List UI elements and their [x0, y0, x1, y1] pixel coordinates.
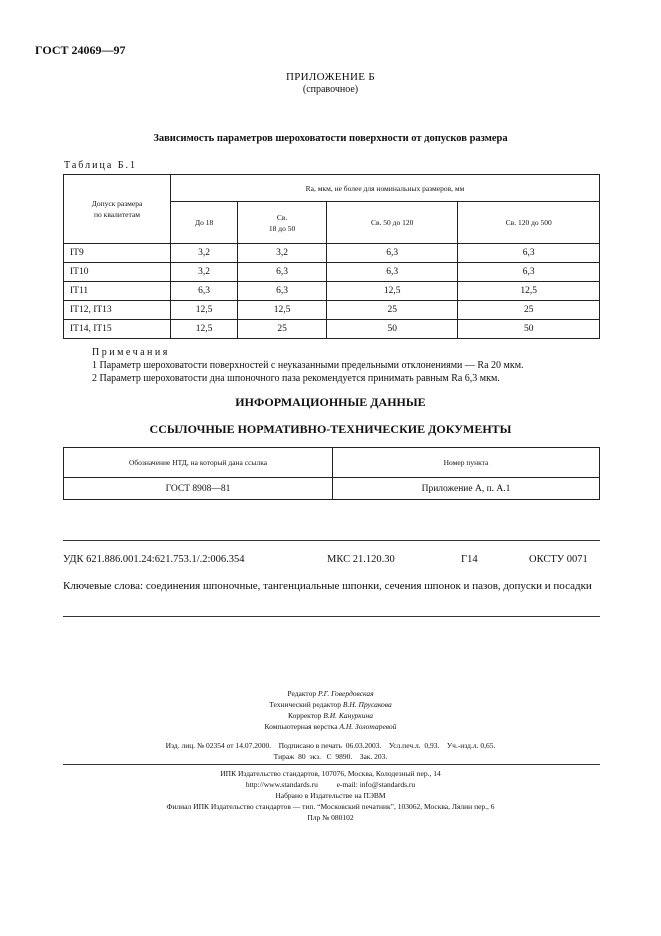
imprint-editor [0, 688, 661, 699]
imprint-license: Изд. лиц. № 02354 от 14.07.2000. Подписано в печать 06.03.2003. Усл.печ.л. 0,93. Уч.-изд.л. 0,65. [165, 741, 496, 750]
row-label: IT10 [64, 263, 171, 282]
imprint-web: http://www.standards.ru e-mail: info@standards.ru [245, 780, 416, 789]
table-cell: 3,2 [171, 263, 238, 282]
note-item: 1 Параметр шероховатости поверхностей с неуказанными предельными отклонениями — Ra 20 мкм. [92, 360, 524, 371]
table-cell: 25 [458, 301, 600, 320]
ref-col-header: Обозначение НТД, на который дана ссылка [64, 448, 333, 478]
table-cell: 12,5 [458, 282, 600, 301]
okstu-code: ОКСТУ 0071 [529, 554, 588, 565]
row-label: IT12, IT13 [64, 301, 171, 320]
divider [63, 540, 600, 541]
note-item: 2 Параметр шероховатости дна шпоночного паза рекомендуется принимать равным Ra 6,3 мкм. [92, 373, 500, 384]
table-cell: 50 [326, 320, 457, 339]
imprint-print: Тираж 80 экз. С 9890. Зак. 203. [273, 752, 388, 761]
table-cell: 6,3 [458, 244, 600, 263]
col-header [326, 202, 457, 244]
imprint-tech-editor [0, 699, 661, 710]
notes-heading: Примечания [92, 347, 170, 358]
mks-code: МКС 21.120.30 [327, 554, 395, 565]
col-header [171, 202, 238, 244]
document-header-id: ГОСТ 24069—97 [35, 43, 126, 57]
col-header [458, 202, 600, 244]
table-cell: 3,2 [238, 244, 327, 263]
imprint-label: Редактор [287, 689, 317, 698]
table-heading: Зависимость параметров шероховатости поверхности от допусков размера [153, 133, 508, 144]
ref-doc: ГОСТ 8908—81 [64, 478, 333, 500]
appendix-title: ПРИЛОЖЕНИЕ Б [286, 71, 375, 83]
ref-col-header: Номер пункта [333, 448, 600, 478]
table-cell: 25 [238, 320, 327, 339]
imprint-plr: Плр № 080102 [307, 813, 354, 822]
table-cell: 12,5 [238, 301, 327, 320]
imprint-typeset: Набрано в Издательстве на ПЭВМ [275, 791, 386, 800]
table-cell: 6,3 [238, 282, 327, 301]
keywords: Ключевые слова: соединения шпоночные, тангенциальные шпонки, сечения шпонок и пазов, допуски и посадки [63, 580, 592, 592]
table-row [64, 478, 600, 500]
imprint-corrector [0, 710, 661, 721]
corner-header-line: по квалитетам [94, 210, 140, 219]
col-header-line: Св. 50 до 120 [371, 218, 414, 227]
imprint-layout [0, 721, 661, 732]
table-cell: 12,5 [171, 301, 238, 320]
table-cell: 6,3 [326, 244, 457, 263]
imprint-publisher: ИПК Издательство стандартов, 107076, Москва, Колодезный пер., 14 [220, 769, 441, 778]
imprint-name: В.Н. Прусакова [342, 700, 392, 709]
imprint-name: Р.Г. Говердовская [317, 689, 374, 698]
refs-heading: ССЫЛОЧНЫЕ НОРМАТИВНО-ТЕХНИЧЕСКИЕ ДОКУМЕНТЫ [149, 422, 512, 436]
group-code: Г14 [461, 554, 478, 565]
group-header: Ra, мкм, не более для номинальных размеров, мм [171, 175, 600, 202]
row-label: IT14, IT15 [64, 320, 171, 339]
table-cell: 6,3 [238, 263, 327, 282]
ref-clause: Приложение А, п. А.1 [333, 478, 600, 500]
table-cell: 6,3 [171, 282, 238, 301]
imprint-name: В.И. Кануркина [323, 711, 374, 720]
imprint-branch: Филиал ИПК Издательство стандартов — тип. “Московский печатник”, 103062, Москва, Лялин пер., 6 [166, 802, 495, 811]
imprint-name: А.Н. Золотаревой [339, 722, 397, 731]
imprint-label: Корректор [287, 711, 322, 720]
table-row [64, 244, 600, 263]
col-header-line: Св. 120 до 500 [505, 218, 552, 227]
table-row [64, 282, 600, 301]
table-row [64, 263, 600, 282]
imprint-label: Компьютерная верстка [264, 722, 338, 731]
row-label: IT9 [64, 244, 171, 263]
table-row [64, 320, 600, 339]
col-header-line: До 18 [194, 218, 214, 227]
divider [63, 764, 600, 765]
references-table [63, 447, 600, 500]
udk-code: УДК 621.886.001.24:621.753.1/.2:006.354 [63, 554, 245, 565]
table-cell: 6,3 [458, 263, 600, 282]
appendix-subtitle: (справочное) [302, 84, 359, 95]
table-cell: 3,2 [171, 244, 238, 263]
table-cell: 6,3 [326, 263, 457, 282]
corner-header-line: Допуск размера [91, 199, 143, 208]
divider [63, 616, 600, 617]
corner-header [64, 175, 171, 244]
table-cell: 25 [326, 301, 457, 320]
table-row [64, 301, 600, 320]
info-heading: ИНФОРМАЦИОННЫЕ ДАННЫЕ [235, 395, 426, 409]
col-header [238, 202, 327, 244]
imprint-label: Технический редактор [269, 700, 342, 709]
table-cell: 50 [458, 320, 600, 339]
col-header-line: 18 до 50 [268, 223, 296, 233]
row-label: IT11 [64, 282, 171, 301]
col-header-line: Св. [276, 212, 288, 222]
table-label: Таблица Б.1 [64, 160, 138, 171]
table-cell: 12,5 [326, 282, 457, 301]
roughness-table [63, 174, 600, 339]
table-cell: 12,5 [171, 320, 238, 339]
